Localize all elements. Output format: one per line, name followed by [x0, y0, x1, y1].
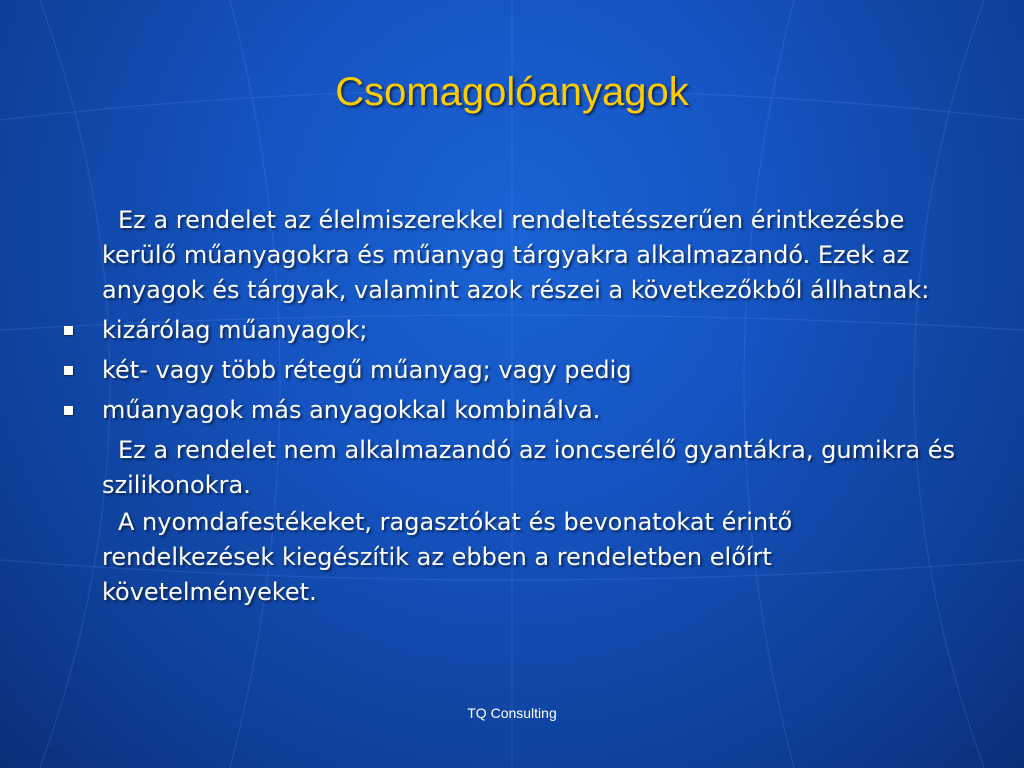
- bullet-text: műanyagok más anyagokkal kombinálva.: [102, 396, 601, 424]
- exclusion-paragraph: Ez a rendelet nem alkalmazandó az ioncserélő gyantákra, gumikra és szilikonokra.: [102, 436, 955, 499]
- slide-title: Csomagolóanyagok: [335, 70, 689, 114]
- bullet-item: [60, 353, 960, 388]
- bullet-text: kizárólag műanyagok;: [102, 316, 368, 344]
- bullet-text: két- vagy több rétegű műanyag; vagy pedig: [102, 356, 632, 384]
- intro-paragraph: Ez a rendelet az élelmiszerekkel rendeltetésszerűen érintkezésbe kerülő műanyagokra és műanyag tárgyakra alkalmazandó. Ezek az anyagok és tárgyak, valamint azok részei a következőkből állhatnak:: [102, 206, 930, 304]
- square-bullet-icon: [64, 366, 73, 375]
- bullet-item: [60, 313, 960, 348]
- square-bullet-icon: [64, 406, 73, 415]
- requirements-paragraph: A nyomdafestékeket, ragasztókat és bevonatokat érintő rendelkezések kiegészítik az ebben a rendeletben előírt követelményeket.: [102, 508, 793, 606]
- footer-text: TQ Consulting: [467, 705, 557, 721]
- bullet-item: [60, 393, 960, 428]
- slide-body: [60, 203, 960, 612]
- square-bullet-icon: [64, 326, 73, 335]
